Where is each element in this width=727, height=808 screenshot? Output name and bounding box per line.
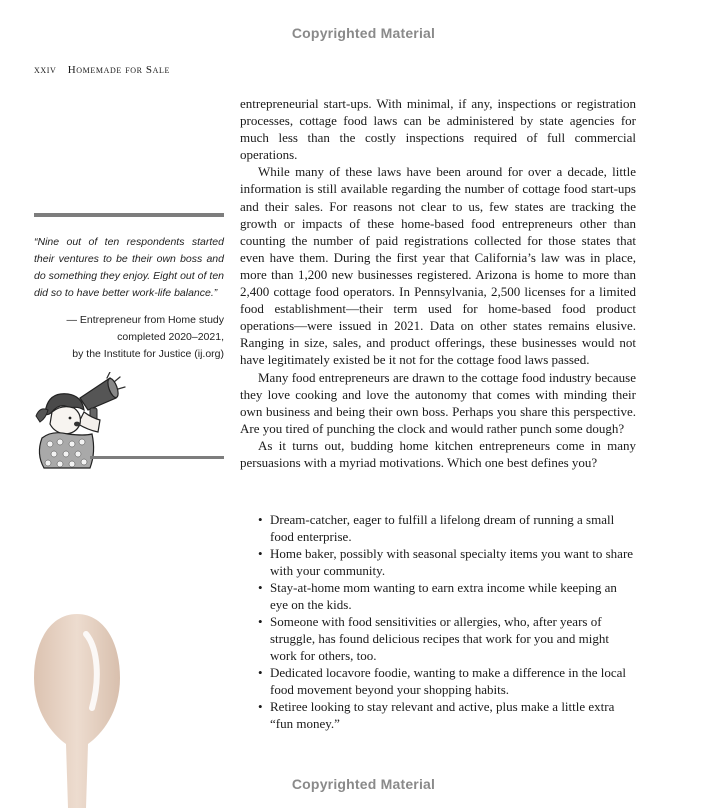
sidebar-attribution: [34, 312, 224, 363]
list-item: • Stay-at-home mom wanting to earn extra income while keeping an eye on the kids.: [258, 579, 638, 613]
page-number: xxiv: [34, 64, 57, 76]
paragraph-4: As it turns out, budding home kitchen entrepreneurs come in many persuasions with a myriad motivations. Which one best defines you?: [240, 437, 636, 470]
copyright-watermark-top: Copyrighted Material: [291, 25, 436, 41]
list-item: • Home baker, possibly with seasonal specialty items you want to share with your community.: [258, 545, 638, 579]
running-head: [34, 64, 170, 76]
motivation-list: [258, 511, 638, 732]
copyright-watermark-bottom: Copyrighted Material: [291, 776, 436, 792]
list-item: • Dream-catcher, eager to fulfill a lifelong dream of running a small food enterprise.: [258, 511, 638, 545]
list-item: • Someone with food sensitivities or allergies, who, after years of struggle, has found delicious recipes that work for you and might work for others, too.: [258, 613, 638, 664]
body-text: [240, 95, 636, 471]
attribution-line-3: by the Institute for Justice (ij.org): [72, 348, 224, 360]
paragraph-2: While many of these laws have been around for over a decade, little information is still available regarding the number of cottage food start-ups and their sales. For reasons not clear to us, few states are tracking the growth or impacts of these home-based food entrepreneurs other than counting the number of paid registrations collected for those states that even have them. During the first year that California’s law was in place, more than 1,200 new businesses registered. Arizona is home to more than 2,400 cottage food operators. In Pennsylvania, 2,500 licenses for a limited food establishment—their term used for home-based food product operations—were issued in 2021. Data on other states remains elusive. Ranging in size, sales, and product offerings, these businesses would not have legitimately existed be it not for the cottage food laws passed.: [240, 164, 636, 368]
paragraph-3: Many food entrepreneurs are drawn to the cottage food industry because they love cooking and love the autonomy that comes with minding their own business and being their own boss. Perhaps you share this perspective. Are you tired of punching the clock and would rather punch some dough?: [240, 369, 636, 436]
sidebar-bottom-rule: [90, 456, 224, 459]
list-item: • Retiree looking to stay relevant and active, plus make a little extra “fun money.”: [258, 698, 638, 732]
sidebar-quote: “Nine out of ten respondents started their ventures to be their own boss and do something they enjoy. Eight out of ten did so to have better work-life balance.”: [34, 236, 224, 299]
book-title: Homemade for Sale: [67, 64, 170, 76]
attribution-line-1: — Entrepreneur from Home study: [66, 314, 224, 326]
sidebar-top-rule: [34, 213, 224, 217]
list-item: • Dedicated locavore foodie, wanting to make a difference in the local food movement beyond your shopping habits.: [258, 664, 638, 698]
attribution-line-2: completed 2020–2021,: [117, 331, 224, 343]
paragraph-1: entrepreneurial start-ups. With minimal, if any, inspections or registration processes, cottage food laws can be administered by state agencies for much less than the costly inspections required of full commercial operations.: [240, 96, 636, 163]
